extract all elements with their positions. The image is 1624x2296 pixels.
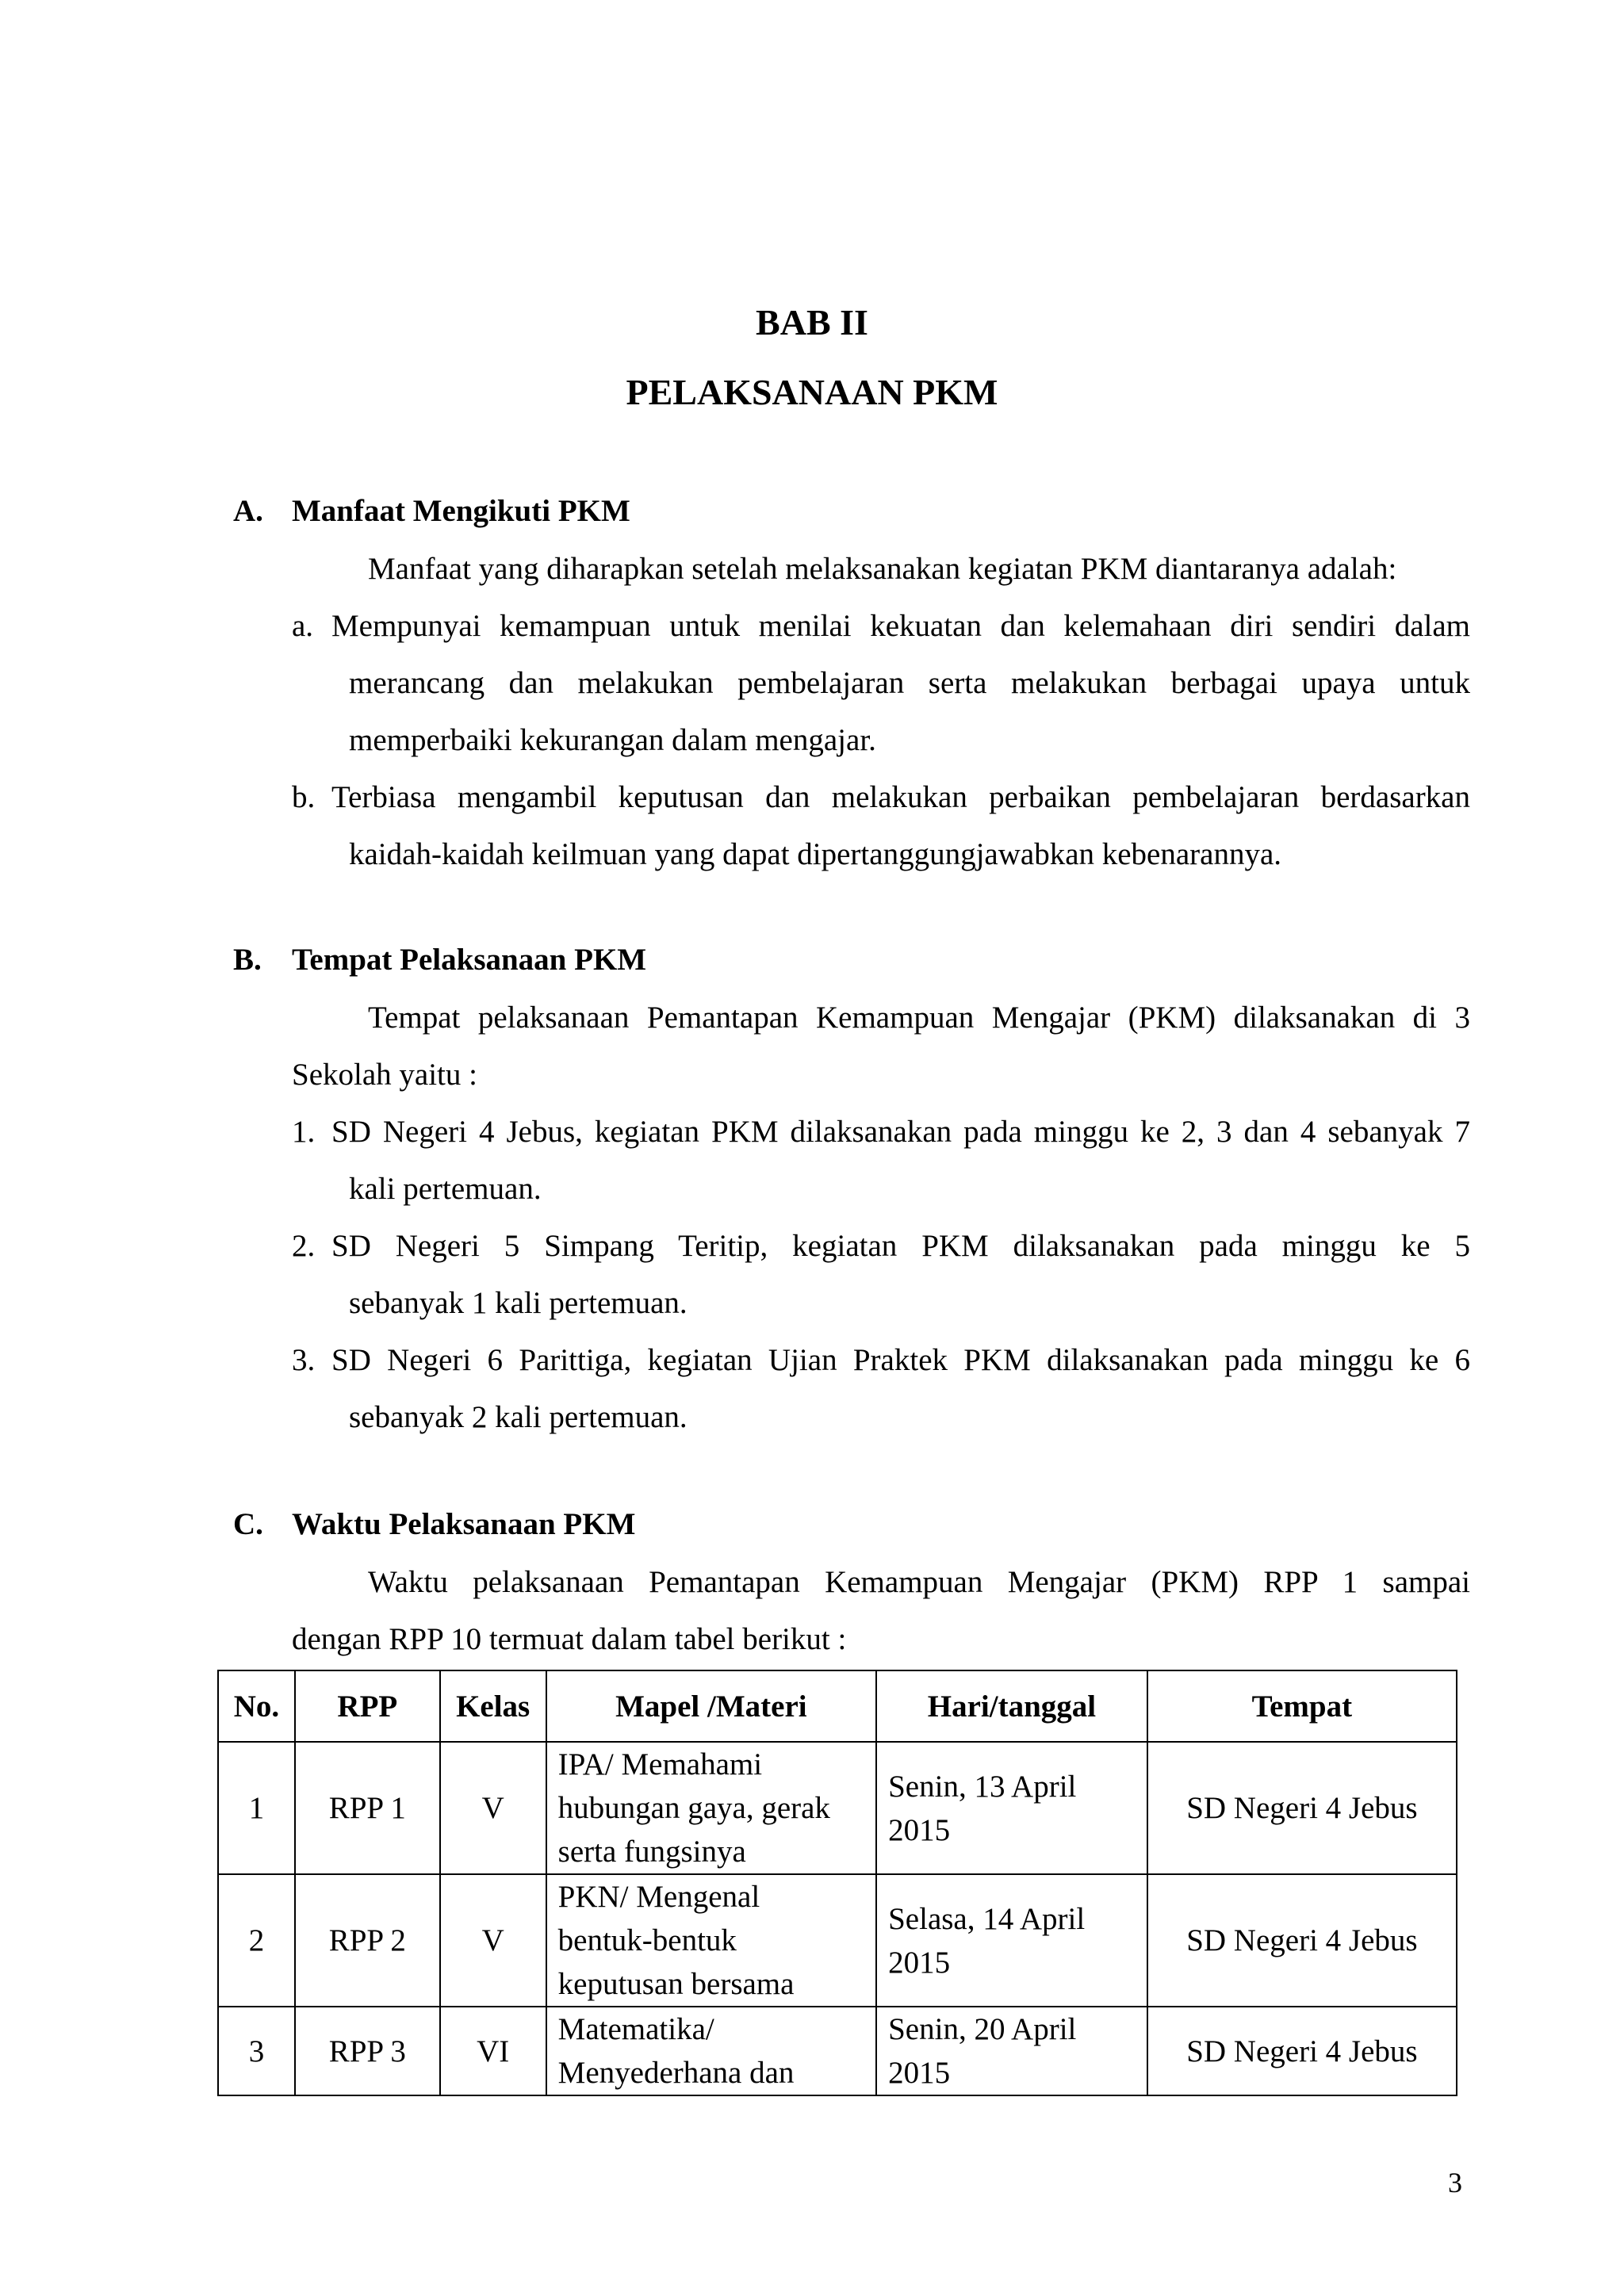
list-item-b-line-2: kaidah-kaidah keilmuan yang dapat dipertanggungjawabkan kebenarannya.	[349, 837, 1282, 871]
cell-mapel-line: Menyederhana dan	[557, 2056, 795, 2090]
cell-no: 3	[218, 2007, 295, 2095]
table-row	[218, 1742, 1457, 1874]
section-b-heading: Tempat Pelaksanaan PKM	[292, 943, 647, 977]
section-c-heading: Waktu Pelaksanaan PKM	[292, 1507, 636, 1541]
section-b-intro-line-1: Tempat pelaksanaan Pemantapan Kemampuan Mengajar (PKM) dilaksanakan di 3	[368, 1001, 1470, 1035]
cell-tanggal-line: Selasa, 14 April	[888, 1901, 1086, 1936]
section-c-marker: C.	[233, 1507, 263, 1541]
chapter-number: BAB II	[756, 302, 868, 342]
cell-rpp: RPP 3	[295, 2007, 440, 2095]
list-marker-a: a.	[292, 609, 314, 643]
cell-mapel-line: PKN/ Mengenal	[557, 1880, 760, 1914]
table-row	[218, 2007, 1457, 2095]
cell-tanggal	[876, 1874, 1147, 2007]
cell-tanggal-line: Senin, 13 April	[888, 1769, 1077, 1804]
column-header-mapel: Mapel /Materi	[546, 1670, 876, 1742]
list-marker-3: 3.	[292, 1343, 316, 1377]
section-a-intro: Manfaat yang diharapkan setelah melaksanakan kegiatan PKM diantaranya adalah:	[368, 552, 1397, 586]
column-header-no: No.	[218, 1670, 295, 1742]
section-c-intro-line-1: Waktu pelaksanaan Pemantapan Kemampuan Mengajar (PKM) RPP 1 sampai	[368, 1565, 1470, 1599]
table-row	[218, 1874, 1457, 2007]
list-marker-b: b.	[292, 780, 316, 814]
cell-tanggal-line: 2015	[888, 1812, 951, 1847]
column-header-rpp: RPP	[295, 1670, 440, 1742]
cell-mapel	[546, 1742, 876, 1874]
cell-rpp: RPP 2	[295, 1874, 440, 2007]
section-a-heading: Manfaat Mengikuti PKM	[292, 494, 630, 528]
list-marker-1: 1.	[292, 1115, 316, 1149]
cell-tanggal-line: 2015	[888, 1945, 951, 1980]
page-number: 3	[1448, 2167, 1462, 2198]
cell-mapel-line: serta fungsinya	[557, 1835, 746, 1869]
list-item-a-line-3: memperbaiki kekurangan dalam mengajar.	[349, 723, 876, 757]
cell-tempat: SD Negeri 4 Jebus	[1147, 1874, 1457, 2007]
cell-mapel-line: Matematika/	[557, 2012, 714, 2046]
cell-tanggal	[876, 2007, 1147, 2095]
list-item-3-line-2: sebanyak 2 kali pertemuan.	[349, 1400, 688, 1434]
section-a-marker: A.	[233, 494, 263, 528]
cell-rpp: RPP 1	[295, 1742, 440, 1874]
cell-mapel-line: hubungan gaya, gerak	[557, 1791, 830, 1825]
cell-mapel	[546, 2007, 876, 2095]
cell-tanggal	[876, 1742, 1147, 1874]
column-header-kelas: Kelas	[440, 1670, 546, 1742]
section-b-marker: B.	[233, 943, 262, 977]
cell-kelas: V	[440, 1874, 546, 2007]
schedule-table	[217, 1670, 1457, 2096]
cell-tanggal-line: 2015	[888, 2056, 951, 2090]
section-b-intro-line-2: Sekolah yaitu :	[292, 1058, 477, 1092]
cell-kelas: VI	[440, 2007, 546, 2095]
list-item-1-line-2: kali pertemuan.	[349, 1172, 542, 1206]
cell-no: 1	[218, 1742, 295, 1874]
list-item-2-line-2: sebanyak 1 kali pertemuan.	[349, 1286, 688, 1320]
list-item-a-line-1: Mempunyai kemampuan untuk menilai kekuatan dan kelemahaan diri sendiri dalam	[331, 609, 1470, 643]
cell-mapel-line: IPA/ Memahami	[557, 1747, 763, 1781]
cell-mapel-line: keputusan bersama	[557, 1967, 795, 2001]
list-item-3-line-1: SD Negeri 6 Parittiga, kegiatan Ujian Praktek PKM dilaksanakan pada minggu ke 6	[331, 1343, 1470, 1377]
list-item-a-line-2: merancang dan melakukan pembelajaran serta melakukan berbagai upaya untuk	[349, 666, 1470, 700]
table-header-row	[218, 1670, 1457, 1742]
list-item-2-line-1: SD Negeri 5 Simpang Teritip, kegiatan PKM dilaksanakan pada minggu ke 5	[331, 1229, 1470, 1263]
cell-tempat: SD Negeri 4 Jebus	[1147, 1742, 1457, 1874]
cell-mapel	[546, 1874, 876, 2007]
cell-mapel-line: bentuk-bentuk	[557, 1923, 737, 1957]
section-c-intro-line-2: dengan RPP 10 termuat dalam tabel berikut :	[292, 1622, 847, 1656]
list-marker-2: 2.	[292, 1229, 316, 1263]
column-header-tanggal: Hari/tanggal	[876, 1670, 1147, 1742]
cell-no: 2	[218, 1874, 295, 2007]
list-item-b-line-1: Terbiasa mengambil keputusan dan melakukan perbaikan pembelajaran berdasarkan	[331, 780, 1470, 814]
chapter-title: PELAKSANAAN PKM	[626, 372, 998, 412]
cell-kelas: V	[440, 1742, 546, 1874]
list-item-1-line-1: SD Negeri 4 Jebus, kegiatan PKM dilaksanakan pada minggu ke 2, 3 dan 4 sebanyak 7	[331, 1115, 1470, 1149]
column-header-tempat: Tempat	[1147, 1670, 1457, 1742]
cell-tempat: SD Negeri 4 Jebus	[1147, 2007, 1457, 2095]
cell-tanggal-line: Senin, 20 April	[888, 2012, 1077, 2046]
